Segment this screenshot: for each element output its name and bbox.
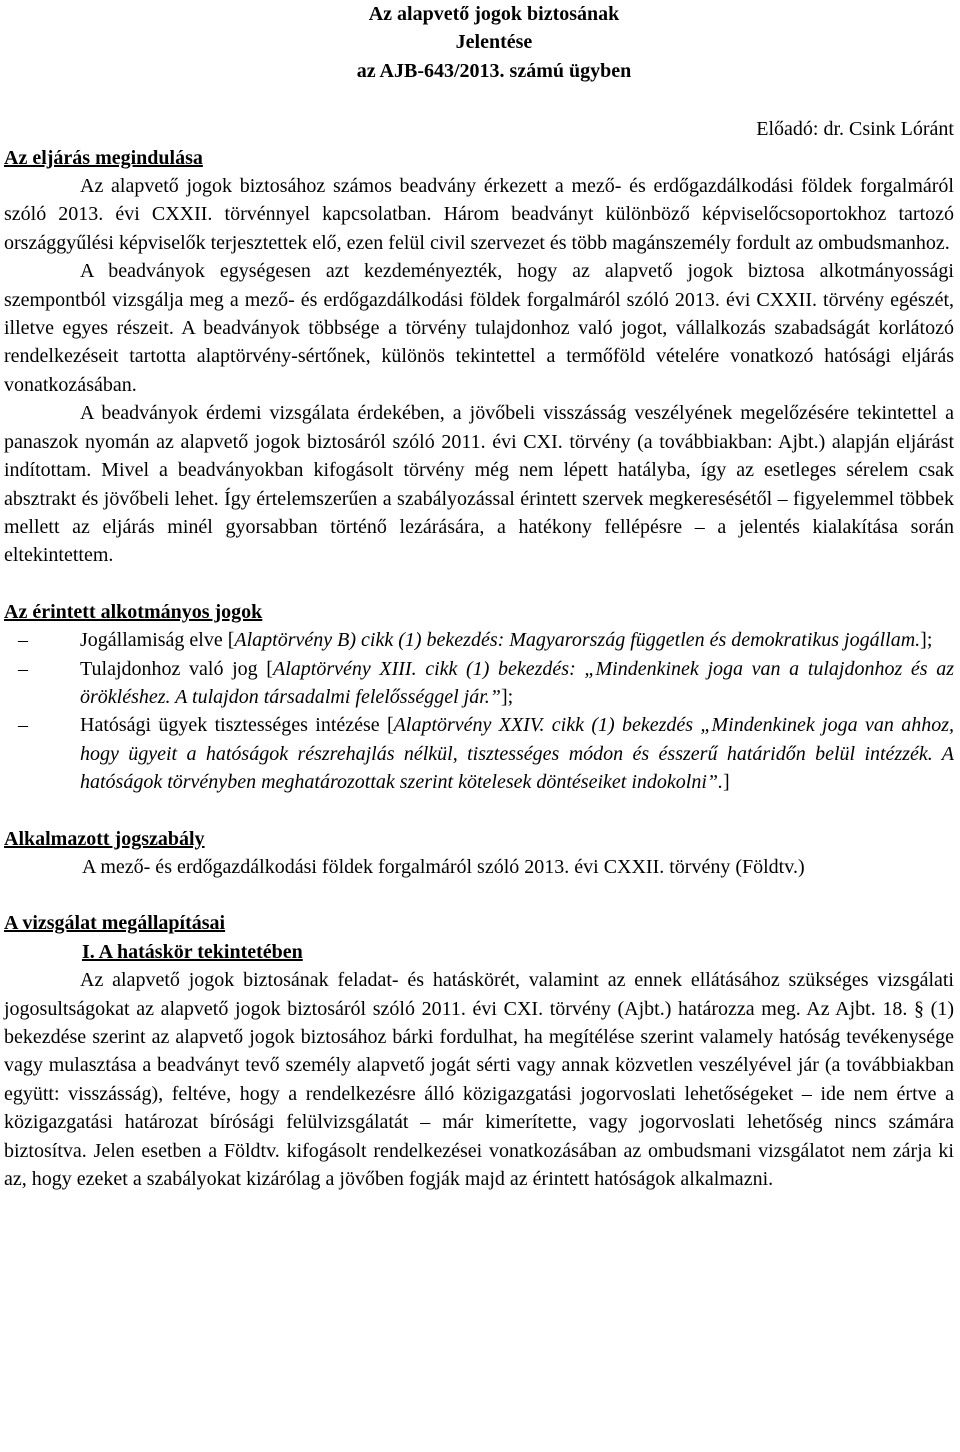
right-name: Jogállamiság elve [ (80, 629, 235, 652)
spacer (4, 797, 954, 825)
spacer (4, 881, 954, 909)
subsection-heading: I. A hatáskör tekintetében (82, 940, 303, 963)
dash-bullet: – (18, 714, 28, 737)
paragraph: Az alapvető jogok biztosának feladat- és hatáskörét, valamint az ennek ellátásához szükséges vizsgálati jogosultságokat az alapvető jogok biztosáról szóló 2011. évi CXI. törvény (Ajbt.) határozza meg. Az Ajbt. 18. § (1) bekezdése szerint az alapvető jogok biztosához bárki fordulhat, ha megítélése szerint valamely hatóság tevékenysége vagy mulasztása a beadványt tevő személy alapvető jogát sérti vagy annak közvetlen veszélyével jár (a továbbiakban együtt: visszásság), feltéve, hogy a rendelkezésre álló közigazgatási jogorvoslati lehetőségeket – ide nem értve a közigazgatási határozat bírósági felülvizsgálatát – már kimerítette, vagy jogorvoslati lehetőség nincs számára biztosítva. Jelen esetben a Földtv. kifogásolt rendelkezései vonatkozásában az ombudsmani vizsgálatot nem zárja ki az, hogy ezeket a szabályokat kizárólag a jövőben fogják majd az érintett hatóságok alkalmazni. (4, 969, 954, 1191)
spacer (4, 570, 954, 598)
section-heading-rights: Az érintett alkotmányos jogok (4, 600, 263, 623)
paragraph: Az alapvető jogok biztosához számos beadvány érkezett a mező- és erdőgazdálkodási földek forgalmáról szóló 2013. évi CXXII. törvénnyel kapcsolatban. Három beadványt különböző képviselőcsoportokhoz tartozó országgyűlési képviselők terjesztettek elő, ezen felül civil szervezet és több magánszemély fordult az ombudsmanhoz. (4, 175, 954, 254)
spacer (4, 85, 954, 115)
applied-law: A mező- és erdőgazdálkodási földek forgalmáról szóló 2013. évi CXXII. törvény (Földtv.) (82, 855, 805, 878)
dash-bullet: – (18, 657, 28, 680)
list-item (4, 626, 954, 654)
rights-list (4, 626, 954, 796)
right-name: Tulajdonhoz való jog [ (80, 657, 273, 680)
constitution-quote: Alaptörvény B) cikk (1) bekezdés: Magyarország független és demokratikus jogállam. (234, 629, 921, 652)
section-heading-findings: A vizsgálat megállapításai (4, 912, 226, 935)
dash-bullet: – (18, 629, 28, 652)
list-item (4, 655, 954, 712)
constitution-quote: Alaptörvény XIII. cikk (1) bekezdés: „Mindenkinek joga van a tulajdonhoz és az örökléshez. A tulajdon társadalmi felelősséggel jár.” (80, 657, 955, 708)
bracket-close: ] (723, 771, 730, 794)
bracket-close: ]; (920, 629, 933, 652)
constitution-quote: Alaptörvény XXIV. cikk (1) bekezdés „Mindenkinek joga van ahhoz, hogy ügyeit a hatóságok részrehajlás nélkül, tisztességes módon és ésszerű határidőn belül intézzék. A hatóságok törvényben meghatározottak szerint kötelesek döntéseiket indokolni”. (80, 714, 954, 794)
section-heading-initiation: Az eljárás megindulása (4, 146, 203, 169)
bracket-close: ]; (500, 685, 514, 708)
rapporteur: Előadó: dr. Csink Lóránt (756, 118, 954, 141)
paragraph: A beadványok érdemi vizsgálata érdekében, a jövőbeli visszásság veszélyének megelőzésére tekintettel a panaszok nyomán az alapvető jogok biztosáról szóló 2011. évi CXI. törvény (a továbbiakban: Ajbt.) alapján eljárást indítottam. Mivel a beadványokban kifogásolt törvény még nem lépett hatályba, így az esetleges sérelem csak absztrakt és jövőbeli lehet. Így értelemszerűen a szabályozással érintett szervek megkeresésétől – figyelemmel többek mellett az eljárás minél gyorsabban történő lezárására, a hatékony fellépésre – a jelentés kialakítása során eltekintettem. (4, 402, 954, 567)
right-name: Hatósági ügyek tisztességes intézése [ (80, 714, 394, 737)
report-header (4, 0, 954, 85)
section-heading-law: Alkalmazott jogszabály (4, 827, 205, 850)
report-title: Az alapvető jogok biztosának (368, 3, 620, 25)
list-item (4, 711, 954, 796)
case-number: az AJB-643/2013. számú ügyben (356, 59, 632, 82)
report-subtitle: Jelentése (455, 31, 533, 54)
paragraph: A beadványok egységesen azt kezdeményezték, hogy az alapvető jogok biztosa alkotmányossági szempontból vizsgálja meg a mező- és erdőgazdálkodási földek forgalmáról szóló 2013. évi CXXII. törvény egészét, illetve egyes részeit. A beadványok többsége a törvény tulajdonhoz való jogot, vállalkozás szabadságát korlátozó rendelkezéseit tartotta alaptörvény-sértőnek, különös tekintettel a termőföld vételére vonatkozó hatósági eljárás vonatkozásában. (4, 260, 954, 396)
